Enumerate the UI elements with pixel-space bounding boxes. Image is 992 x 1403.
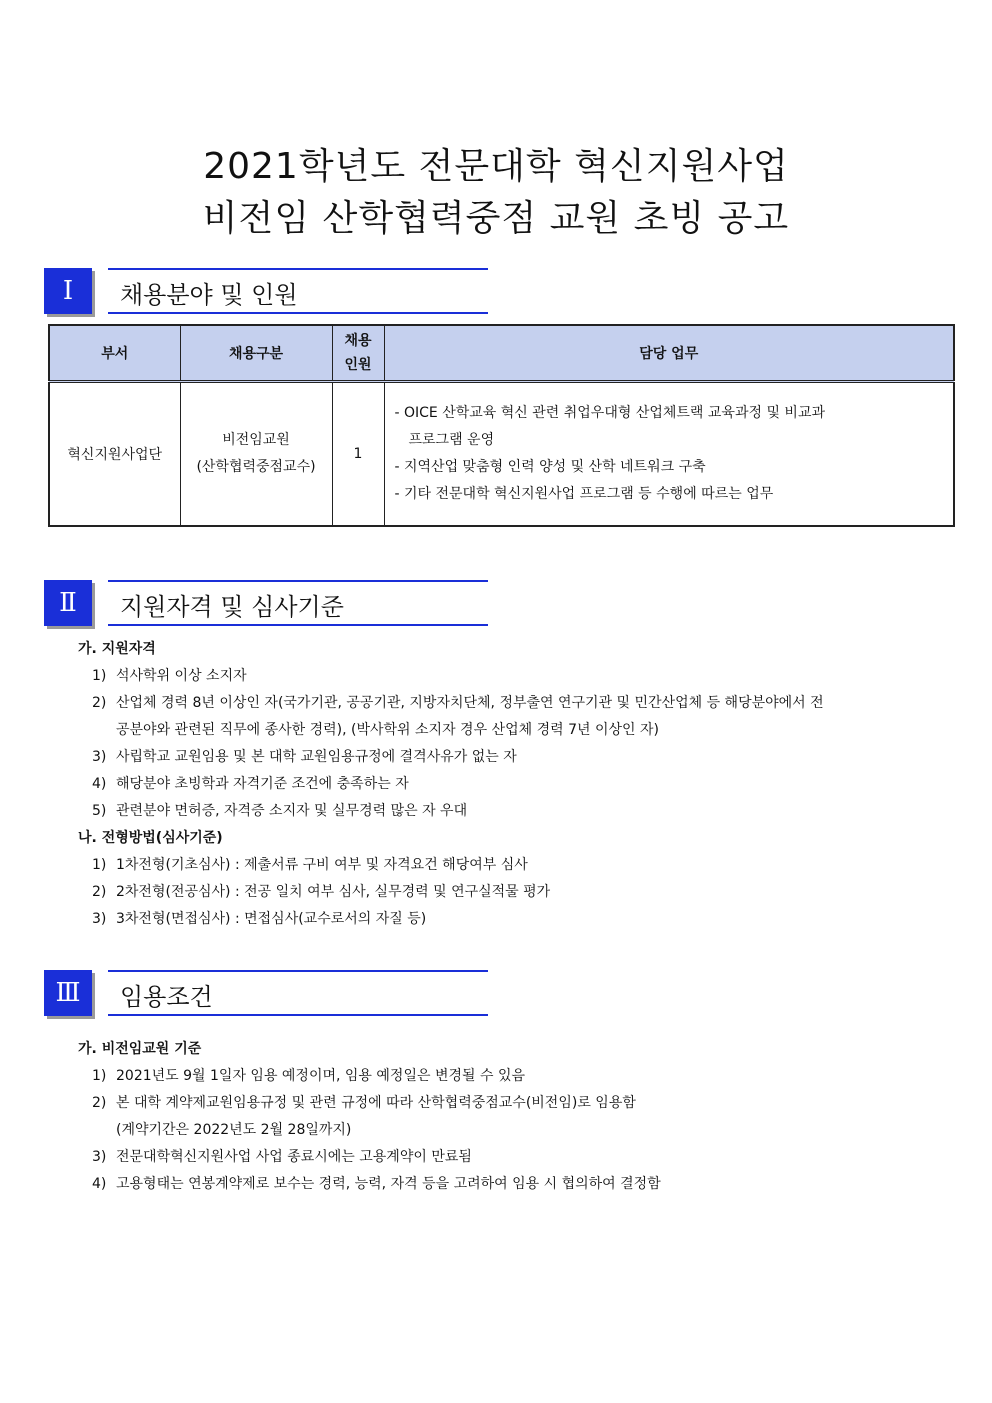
cell-duties bbox=[384, 382, 954, 527]
section-3-body bbox=[78, 1036, 948, 1198]
cell-count: 1 bbox=[332, 382, 384, 527]
list-item: 3) 전문대학혁신지원사업 사업 종료시에는 고용계약이 만료됨 bbox=[92, 1149, 472, 1165]
section-1-number: Ⅰ bbox=[44, 268, 92, 314]
list-item-cont: 공분야와 관련된 직무에 종사한 경력), (박사학위 소지자 경우 산업체 경력 7년 이상인 자) bbox=[116, 722, 659, 738]
cell-dept: 혁신지원사업단 bbox=[49, 382, 180, 527]
section-3-label: 임용조건 bbox=[120, 983, 213, 1011]
header-dept: 부서 bbox=[49, 325, 180, 382]
list-item: 2) 본 대학 계약제교원임용규정 및 관련 규정에 따라 산학협력중점교수(비전임)로 임용함 bbox=[92, 1095, 636, 1111]
cell-type bbox=[180, 382, 332, 527]
cell-type-line1: 비전임교원 bbox=[222, 432, 290, 448]
list-item: 4) 고용형태는 연봉계약제로 보수는 경력, 능력, 자격 등을 고려하여 임용 시 협의하여 결정함 bbox=[92, 1176, 661, 1192]
header-type: 채용구분 bbox=[180, 325, 332, 382]
section-1-label: 채용분야 및 인원 bbox=[120, 281, 298, 309]
section-2-body bbox=[78, 636, 948, 933]
duty-1-cont: 프로그램 운영 bbox=[408, 432, 495, 448]
page-title-line2: 비전임 산학협력중점 교원 초빙 공고 bbox=[202, 198, 790, 239]
recruitment-table bbox=[48, 324, 955, 527]
section-1-header bbox=[44, 268, 488, 314]
header-count bbox=[332, 325, 384, 382]
duty-2: - 지역산업 맞춤형 인력 양성 및 산학 네트워크 구축 bbox=[394, 459, 706, 475]
list-item-cont: (계약기간은 2022년도 2월 28일까지) bbox=[116, 1122, 352, 1138]
list-item: 1) 1차전형(기초심사) : 제출서류 구비 여부 및 자격요건 해당여부 심사 bbox=[92, 857, 528, 873]
section-2-header bbox=[44, 580, 488, 626]
list-item: 3) 3차전형(면접심사) : 면접심사(교수로서의 자질 등) bbox=[92, 911, 427, 927]
section-3-header bbox=[44, 970, 488, 1016]
list-item: 3) 사립학교 교원임용 및 본 대학 교원임용규정에 결격사유가 없는 자 bbox=[92, 749, 517, 765]
list-item: 2) 산업체 경력 8년 이상인 자(국가기관, 공공기관, 지방자치단체, 정부출연 연구기관 및 민간산업체 등 해당분야에서 전 bbox=[92, 695, 824, 711]
section-2-number: Ⅱ bbox=[44, 580, 92, 626]
section-2-label: 지원자격 및 심사기준 bbox=[120, 593, 344, 621]
screening-heading: 나. 전형방법(심사기준) bbox=[78, 830, 223, 846]
header-duties: 담당 업무 bbox=[384, 325, 954, 382]
header-count-line1: 채용 bbox=[344, 333, 372, 349]
employment-heading: 가. 비전임교원 기준 bbox=[78, 1041, 202, 1057]
qualification-heading: 가. 지원자격 bbox=[78, 641, 156, 657]
list-item: 2) 2차전형(전공심사) : 전공 일치 여부 심사, 실무경력 및 연구실적물 평가 bbox=[92, 884, 551, 900]
duty-3: - 기타 전문대학 혁신지원사업 프로그램 등 수행에 따르는 업무 bbox=[394, 486, 774, 502]
section-3-number: Ⅲ bbox=[44, 970, 92, 1016]
page-title-line1: 2021학년도 전문대학 혁신지원사업 bbox=[203, 146, 789, 187]
duty-1: - OICE 산학교육 혁신 관련 취업우대형 산업체트랙 교육과정 및 비교과 bbox=[394, 405, 825, 421]
cell-type-line2: (산학협력중점교수) bbox=[196, 459, 316, 475]
list-item: 1) 2021년도 9월 1일자 임용 예정이며, 임용 예정일은 변경될 수 있음 bbox=[92, 1068, 525, 1084]
list-item: 4) 해당분야 초빙학과 자격기준 조건에 충족하는 자 bbox=[92, 776, 409, 792]
list-item: 1) 석사학위 이상 소지자 bbox=[92, 668, 247, 684]
header-count-line2: 인원 bbox=[344, 357, 372, 373]
list-item: 5) 관련분야 면허증, 자격증 소지자 및 실무경력 많은 자 우대 bbox=[92, 803, 468, 819]
